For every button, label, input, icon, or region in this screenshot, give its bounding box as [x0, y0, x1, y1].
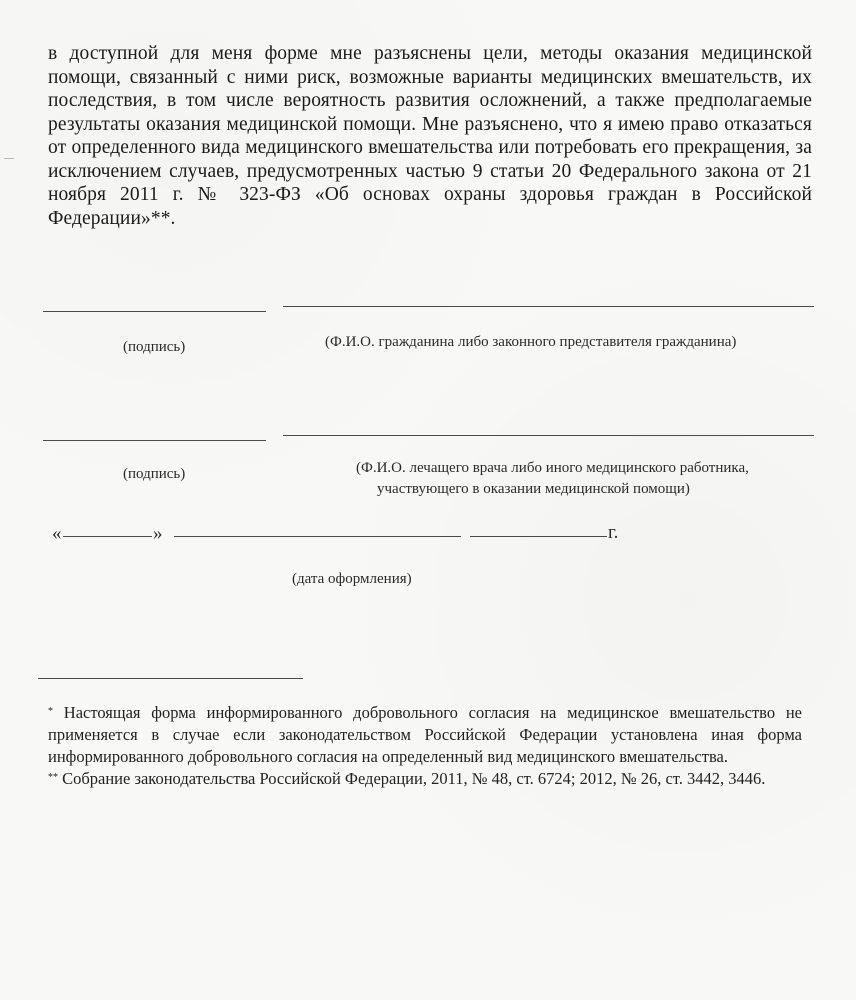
date-close-quote: »	[153, 523, 163, 544]
signature-line-doctor	[43, 440, 266, 441]
name-caption-doctor-line-2: участвующего в оказании медицинской помощи)	[377, 481, 690, 497]
date-row	[52, 523, 62, 545]
footnotes-block	[48, 702, 802, 790]
signature-line-citizen	[43, 311, 266, 312]
name-caption-doctor-line-1: (Ф.И.О. лечащего врача либо иного медицинского работника,	[356, 460, 749, 476]
scan-edge-mark	[4, 158, 14, 159]
footnote-separator	[38, 678, 303, 679]
main-consent-paragraph: в доступной для меня форме мне разъяснены цели, методы оказания медицинской помощи, связанный с ними риск, возможные варианты медицинских вмешательств, их последствия, в том числе вероятность развития осложнений, а также предполагаемые результаты оказания медицинской помощи. Мне разъяснено, что я имею право отказаться от определенного вида медицинского вмешательства или потребовать его прекращения, за исключением случаев, предусмотренных частью 9 статьи 20 Федерального закона от 21 ноября 2011 г. № 323-ФЗ «Об основах охраны здоровья граждан в Российской Федерации»**.	[48, 43, 812, 229]
signature-caption-doctor: (подпись)	[123, 466, 186, 482]
footnote-1-text: Настоящая форма информированного добровольного согласия на медицинское вмешательство не применяется в случае если законодательством Российской Федерации установлена иная форма информированного добровольного согласия на определенный вид медицинского вмешательства.	[48, 703, 803, 766]
name-caption-citizen: (Ф.И.О. гражданина либо законного представителя гражданина)	[325, 334, 737, 350]
footnote-1	[48, 702, 802, 768]
name-line-citizen	[283, 306, 814, 307]
footnote-1-marker: *	[48, 706, 53, 717]
date-open-quote: «	[52, 523, 62, 544]
date-year-suffix: г.	[608, 522, 619, 543]
date-caption: (дата оформления)	[292, 571, 412, 587]
date-year-line	[470, 536, 607, 537]
footnote-2	[48, 768, 802, 790]
date-day-line	[63, 536, 152, 537]
date-month-line	[174, 536, 461, 537]
name-line-doctor	[283, 435, 814, 436]
signature-caption-citizen: (подпись)	[123, 339, 186, 355]
footnote-2-marker: **	[48, 772, 58, 783]
footnote-2-text: Собрание законодательства Российской Федерации, 2011, № 48, ст. 6724; 2012, № 26, ст. 3442, 3446.	[62, 769, 766, 788]
